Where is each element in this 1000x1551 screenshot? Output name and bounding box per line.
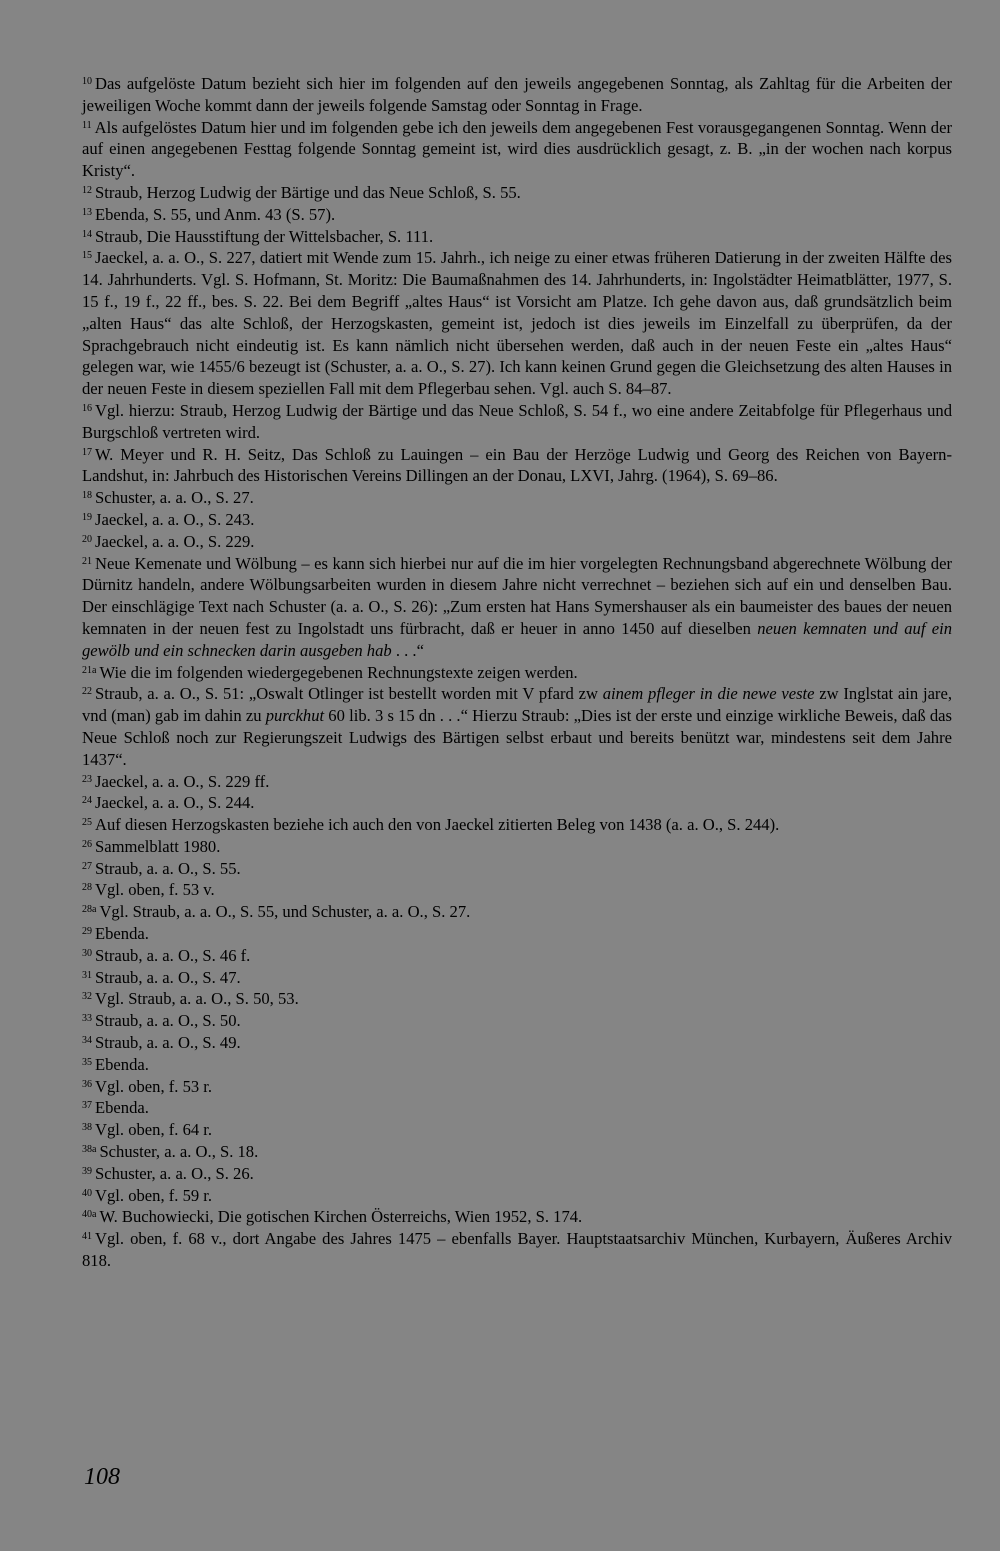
footnote-28a [82, 901, 952, 923]
footnote-number: 24 [82, 795, 92, 807]
footnote-text: Vgl. Straub, a. a. O., S. 50, 53. [95, 989, 299, 1009]
footnote-number: 41 [82, 1231, 92, 1243]
footnote-text: Vgl. oben, f. 53 r. [95, 1076, 213, 1096]
footnote-number: 13 [82, 206, 92, 218]
footnote-number: 23 [82, 773, 92, 785]
footnote-23 [82, 771, 952, 793]
footnote-text: Straub, a. a. O., S. 51: „Oswalt Otlinger ist bestellt worden mit V pfard zw [95, 684, 603, 704]
footnote-number: 34 [82, 1035, 92, 1047]
footnote-number: 33 [82, 1013, 92, 1025]
footnote-text: Ebenda. [95, 1098, 149, 1118]
footnote-text: Straub, a. a. O., S. 46 f. [95, 945, 251, 965]
footnote-32 [82, 988, 952, 1010]
footnote-number: 12 [82, 184, 92, 196]
footnote-text: Jaeckel, a. a. O., S. 244. [95, 793, 255, 813]
footnote-36 [82, 1076, 952, 1098]
footnote-number: 14 [82, 228, 92, 240]
footnote-quote-italic: neuen kemnaten und auf ein gewölb und ein schnecken darin ausgeben hab [82, 618, 953, 660]
footnote-text: Als aufgelöstes Datum hier und im folgenden gebe ich den jeweils dem angegebenen Fest vorausgegangenen Sonntag. Wenn der auf einen angegebenen Festtag folgende Sonntag gemeint ist, wird dies ausdrücklich gesagt, z. B. „in der wochen nach korpus Kristy“. [82, 117, 952, 181]
footnote-17 [82, 444, 952, 488]
footnote-number: 35 [82, 1056, 92, 1068]
footnote-30 [82, 945, 952, 967]
footnote-number: 26 [82, 838, 92, 850]
footnote-24 [82, 792, 952, 814]
footnote-40a [82, 1206, 952, 1228]
footnote-10 [82, 73, 952, 117]
footnote-18 [82, 487, 952, 509]
footnote-quote-italic: purckhut [265, 706, 325, 726]
footnote-number: 21 [82, 555, 92, 567]
footnote-text: Vgl. oben, f. 68 v., dort Angabe des Jahres 1475 – ebenfalls Bayer. Hauptstaatsarchiv München, Kurbayern, Äußeres Archiv 818. [82, 1229, 952, 1271]
footnote-15 [82, 247, 952, 400]
footnote-number: 27 [82, 860, 92, 872]
footnote-text: W. Buchowiecki, Die gotischen Kirchen Österreichs, Wien 1952, S. 174. [99, 1207, 583, 1227]
footnote-text: Straub, Herzog Ludwig der Bärtige und das Neue Schloß, S. 55. [95, 182, 521, 202]
footnote-38 [82, 1119, 952, 1141]
footnote-text: Vgl. oben, f. 59 r. [95, 1185, 213, 1205]
footnote-text: Straub, Die Hausstiftung der Wittelsbacher, S. 111. [95, 226, 434, 246]
page-number: 108 [84, 1464, 120, 1490]
footnote-number: 25 [82, 817, 92, 829]
footnote-text: Jaeckel, a. a. O., S. 229 ff. [95, 771, 270, 791]
footnote-number: 11 [82, 119, 92, 131]
footnote-number: 38 [82, 1122, 92, 1134]
footnote-text: Wie die im folgenden wiedergegebenen Rechnungstexte zeigen werden. [99, 662, 578, 682]
footnote-text: Schuster, a. a. O., S. 27. [95, 488, 254, 508]
footnote-16 [82, 400, 952, 444]
footnote-quote-italic: ainem pfleger in die newe veste [602, 684, 815, 704]
footnote-number: 40 [82, 1187, 92, 1199]
footnote-text: . . .“ [391, 640, 424, 660]
footnote-41 [82, 1228, 952, 1272]
footnote-text: Vgl. hierzu: Straub, Herzog Ludwig der Bärtige und das Neue Schloß, S. 54 f., wo eine andere Zeitabfolge für Pflegerhaus und Burgschloß vertreten wird. [82, 400, 952, 442]
footnote-text: Ebenda, S. 55, und Anm. 43 (S. 57). [95, 204, 336, 224]
footnote-number: 10 [82, 76, 92, 87]
footnote-number: 15 [82, 250, 92, 262]
footnote-text: Das aufgelöste Datum bezieht sich hier im folgenden auf den jeweils angegebenen Sonntag, als Zahltag für die Arbeiten der jeweiligen Woche kommt dann der jeweils folgende Samstag oder Sonntag in Frage. [82, 74, 952, 115]
footnote-29 [82, 923, 952, 945]
footnote-text: Auf diesen Herzogskasten beziehe ich auch den von Jaeckel zitierten Beleg von 1438 (a. a. O., S. 244). [95, 815, 780, 835]
footnote-number: 28a [82, 904, 97, 916]
footnote-text: Straub, a. a. O., S. 49. [95, 1033, 241, 1053]
footnote-21 [82, 553, 952, 662]
footnote-27 [82, 858, 952, 880]
footnote-number: 16 [82, 402, 92, 414]
footnote-37 [82, 1097, 952, 1119]
footnote-text: Jaeckel, a. a. O., S. 227, datiert mit Wende zum 15. Jahrh., ich neige zu einer etwas früheren Datierung in der zweiten Hälfte des 14. Jahrhunderts. Vgl. S. Hofmann, St. Moritz: Die Baumaßnahmen des 14. Jahrhunderts, in: Ingolstädter Heimatblätter, 1977, S. 15 f., 19 f., 22 ff., bes. S. 22. Bei dem Begriff „altes Haus“ ist Vorsicht am Platze. Ich gehe davon aus, daß grundsätzlich beim „alten Haus“ das alte Schloß, der Herzogskasten, gemeint ist, jedoch ist dies jeweils im Einzelfall zu überprüfen, da der Sprachgebrauch nicht eindeutig ist. Es kann nämlich nicht übersehen werden, daß auch in der neuen Feste ein „altes Haus“ gelegen war, wie 1455/6 bezeugt ist (Schuster, a. a. O., S. 27). Ich kann keinen Grund gegen die Gleichsetzung des alten Hauses in der neuen Feste in diesem speziellen Fall mit dem Pflegerbau sehen. Vgl. auch S. 84–87. [82, 248, 952, 399]
footnote-number: 20 [82, 533, 92, 545]
footnote-38a [82, 1141, 952, 1163]
footnote-text: Sammelblatt 1980. [95, 836, 221, 856]
footnote-number: 40a [82, 1209, 97, 1221]
footnote-number: 39 [82, 1165, 92, 1177]
footnote-text: Straub, a. a. O., S. 50. [95, 1011, 241, 1031]
footnote-39 [82, 1163, 952, 1185]
footnote-number: 30 [82, 947, 92, 959]
footnote-number: 38a [82, 1144, 97, 1156]
footnote-11 [82, 117, 952, 182]
footnote-31 [82, 967, 952, 989]
footnote-number: 32 [82, 991, 92, 1003]
footnote-text: Neue Kemenate und Wölbung – es kann sich hierbei nur auf die im hier vorgelegten Rechnungsband abgerechnete Wölbung der Dürnitz handeln, andere Wölbungsarbeiten wurden in diesem Jahre nicht verrechnet – beziehen sich auf ein und denselben Bau. Der einschlägige Text nach Schuster (a. a. O., S. 26): „Zum ersten hat Hans Symershauser als ein baumeister des baues der neuen kemnaten in der neuen fest zu Ingolstadt uns fürbracht, daß er heuer in anno 1450 auf dieselben [82, 553, 952, 638]
footnote-20 [82, 531, 952, 553]
footnotes-block [82, 73, 952, 1272]
footnote-text: W. Meyer und R. H. Seitz, Das Schloß zu Lauingen – ein Bau der Herzöge Ludwig und Georg des Reichen von Bayern-Landshut, in: Jahrbuch des Historischen Vereins Dillingen an der Donau, LXVI, Jahrg. (1964), S. 69–86. [82, 444, 952, 486]
footnote-number: 22 [82, 686, 92, 698]
footnote-text: Vgl. Straub, a. a. O., S. 55, und Schuster, a. a. O., S. 27. [99, 902, 471, 922]
footnote-text: Schuster, a. a. O., S. 18. [99, 1142, 259, 1162]
footnote-21a [82, 662, 952, 684]
footnote-40 [82, 1185, 952, 1207]
footnote-number: 19 [82, 511, 92, 523]
footnote-12 [82, 182, 952, 204]
footnote-text: Ebenda. [95, 1054, 149, 1074]
footnote-22 [82, 683, 952, 770]
footnote-28 [82, 879, 952, 901]
footnote-number: 28 [82, 882, 92, 894]
footnote-number: 36 [82, 1078, 92, 1090]
footnote-text: Vgl. oben, f. 53 v. [95, 880, 215, 900]
footnote-25 [82, 814, 952, 836]
footnote-33 [82, 1010, 952, 1032]
footnote-number: 29 [82, 926, 92, 938]
footnote-text: Schuster, a. a. O., S. 26. [95, 1163, 254, 1183]
footnote-19 [82, 509, 952, 531]
footnote-number: 17 [82, 446, 92, 458]
footnote-14 [82, 226, 952, 248]
footnote-13 [82, 204, 952, 226]
footnote-34 [82, 1032, 952, 1054]
footnote-number: 21a [82, 664, 97, 676]
footnote-text: Straub, a. a. O., S. 47. [95, 967, 241, 987]
footnote-text: 60 lib. 3 s 15 dn . . .“ Hierzu Straub: „Dies ist der erste und einzige wirkliche Beweis, daß das Neue Schloß noch zur Regierungszeit Ludwigs des Bärtigen selbst erbaut und bereits benützt war, mindestens seit dem Jahre 1437“. [82, 706, 952, 769]
footnote-text: Straub, a. a. O., S. 55. [95, 858, 241, 878]
footnote-text: Jaeckel, a. a. O., S. 243. [95, 509, 255, 529]
footnote-text: Jaeckel, a. a. O., S. 229. [95, 531, 255, 551]
footnote-number: 18 [82, 490, 92, 502]
footnote-text: Ebenda. [95, 924, 149, 944]
footnote-26 [82, 836, 952, 858]
footnote-text: Vgl. oben, f. 64 r. [95, 1120, 213, 1140]
footnote-number: 31 [82, 969, 92, 981]
footnote-35 [82, 1054, 952, 1076]
footnote-text: zw Inglstat ain jare, vnd (man) gab im dahin zu [82, 684, 952, 726]
footnote-number: 37 [82, 1100, 92, 1112]
